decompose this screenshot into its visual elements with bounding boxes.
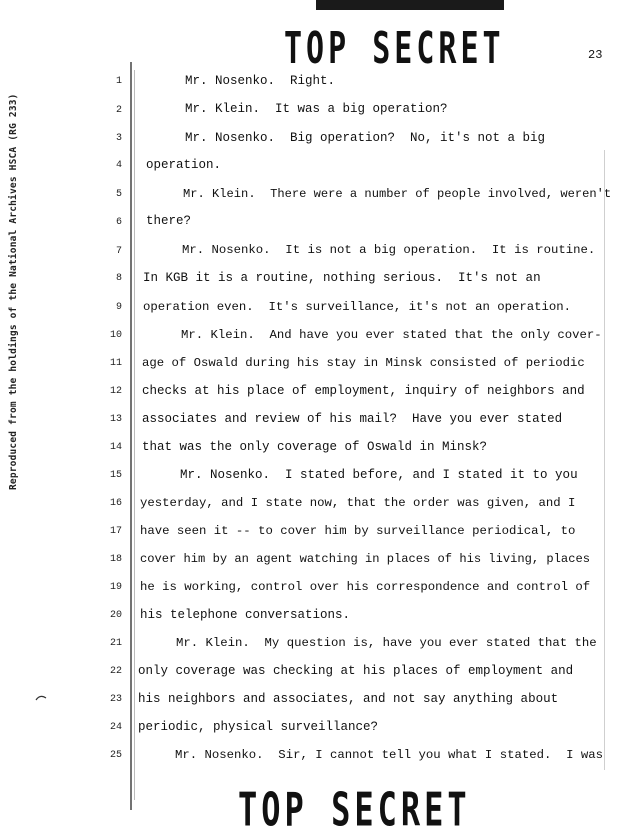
- transcript-line: operation.: [146, 158, 222, 172]
- right-edge-rule: [604, 150, 605, 770]
- transcript-line: associates and review of his mail? Have you ever stated: [142, 412, 563, 426]
- transcript-line: that was the only coverage of Oswald in Minsk?: [142, 440, 488, 454]
- line-number: 12: [109, 386, 122, 397]
- transcript-line: Mr. Klein. My question is, have you ever stated that the: [176, 636, 597, 650]
- transcript-line: Mr. Klein. It was a big operation?: [185, 102, 448, 116]
- line-number: 21: [109, 638, 122, 649]
- line-number: 19: [109, 582, 122, 593]
- transcript-line: In KGB it is a routine, nothing serious. It's not an: [143, 271, 541, 285]
- line-number: 25: [109, 750, 122, 761]
- transcript-line: Mr. Nosenko. Sir, I cannot tell you what I stated. I was: [175, 748, 604, 762]
- margin-rule: [130, 62, 132, 810]
- line-number: 14: [109, 442, 122, 453]
- redaction-bar: [316, 0, 504, 10]
- line-number: 18: [109, 554, 122, 565]
- line-number: 2: [115, 105, 122, 116]
- line-number: 8: [115, 273, 122, 284]
- line-number: 15: [109, 470, 122, 481]
- line-number: 20: [109, 610, 122, 621]
- line-number: 22: [109, 666, 122, 677]
- line-number: 10: [109, 330, 122, 341]
- pen-mark: [34, 690, 50, 706]
- top-secret-stamp-top: TOP SECRET: [284, 24, 505, 75]
- line-number: 17: [109, 526, 122, 537]
- transcript-line: periodic, physical surveillance?: [138, 720, 379, 734]
- transcript-line: age of Oswald during his stay in Minsk consisted of periodic: [142, 356, 585, 370]
- line-number: 4: [115, 160, 122, 171]
- transcript-line: there?: [146, 214, 192, 228]
- transcript-line: Mr. Klein. There were a number of people involved, weren't: [183, 187, 612, 201]
- line-number: 6: [115, 217, 122, 228]
- transcript-line: yesterday, and I state now, that the order was given, and I: [140, 496, 576, 510]
- line-number: 24: [109, 722, 122, 733]
- line-number: 9: [115, 302, 122, 313]
- transcript-line: only coverage was checking at his places of employment and: [138, 664, 574, 678]
- line-number: 13: [109, 414, 122, 425]
- line-number: 3: [115, 133, 122, 144]
- line-number: 23: [109, 694, 122, 705]
- line-number: 5: [115, 189, 122, 200]
- archive-side-note: Reproduced from the holdings of the National Archives HSCA (RG 233): [8, 93, 19, 490]
- transcript-line: operation even. It's surveillance, it's not an operation.: [143, 300, 572, 314]
- transcript-line: Mr. Nosenko. It is not a big operation. It is routine.: [182, 243, 596, 257]
- transcript-line: his neighbors and associates, and not say anything about: [138, 692, 559, 706]
- transcript-line: cover him by an agent watching in places of his living, places: [140, 552, 590, 566]
- transcript-line: have seen it -- to cover him by surveillance periodical, to: [140, 524, 576, 538]
- page-number: 23: [588, 48, 603, 62]
- margin-rule-inner: [134, 70, 135, 800]
- transcript-line: he is working, control over his correspondence and control of: [140, 580, 591, 594]
- line-number: 16: [109, 498, 122, 509]
- transcript-line: Mr. Klein. And have you ever stated that the only cover-: [181, 328, 602, 342]
- transcript-line: his telephone conversations.: [140, 608, 351, 622]
- transcript-line: checks at his place of employment, inquiry of neighbors and: [142, 384, 585, 398]
- transcript-line: Mr. Nosenko. I stated before, and I stated it to you: [180, 468, 578, 482]
- line-number: 11: [109, 358, 122, 369]
- top-secret-stamp-bottom: TOP SECRET: [238, 782, 471, 837]
- transcript-line: Mr. Nosenko. Big operation? No, it's not a big: [185, 131, 546, 145]
- transcript-line: Mr. Nosenko. Right.: [185, 74, 336, 88]
- line-number: 7: [115, 246, 122, 257]
- line-number: 1: [115, 76, 122, 87]
